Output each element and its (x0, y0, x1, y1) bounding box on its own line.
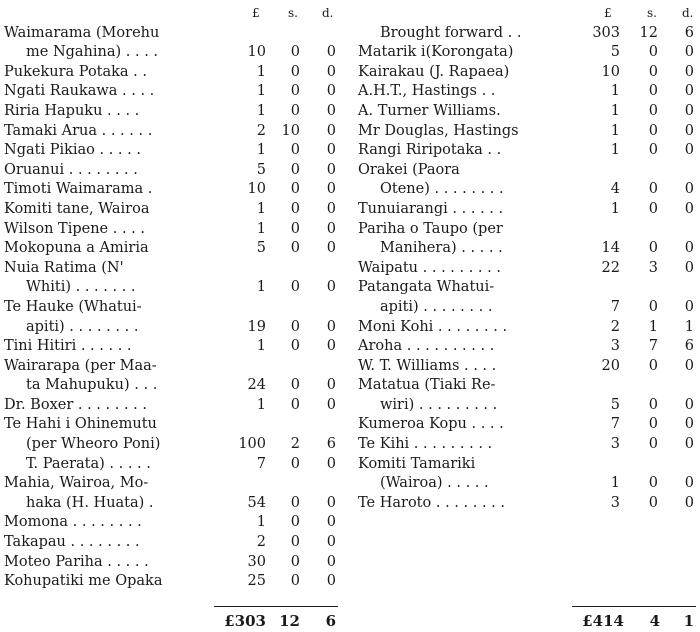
left-total-pence: 6 (325, 612, 336, 630)
shillings-value: 0 (290, 161, 300, 178)
subscription-row (358, 24, 698, 44)
subscription-row (4, 63, 340, 83)
subscription-row (358, 220, 698, 240)
donor-name: Ngati Pikiao . . . . . (4, 142, 141, 159)
pounds-value: 14 (601, 240, 620, 257)
shillings-value: 0 (290, 553, 300, 570)
subscription-row (358, 200, 698, 220)
pence-value: 0 (326, 494, 336, 511)
right-total (572, 611, 696, 631)
shillings-value: 0 (290, 220, 300, 237)
subscription-row (4, 455, 340, 475)
donor-name: Tamaki Arua . . . . . . (4, 122, 153, 139)
subscription-row (4, 239, 340, 259)
subscription-row (4, 161, 340, 181)
pence-value: 0 (326, 279, 336, 296)
shillings-value: 0 (290, 377, 300, 394)
pounds-value: 7 (610, 298, 620, 315)
pence-value: 1 (684, 318, 694, 335)
donor-name: Momona . . . . . . . . (4, 514, 142, 531)
donor-name: Ngati Raukawa . . . . (4, 83, 155, 100)
shillings-value: 0 (290, 514, 300, 531)
shillings-value: 0 (648, 494, 658, 511)
subscription-row (358, 435, 698, 455)
donor-name: Timoti Waimarama . (4, 181, 153, 198)
column-header (358, 4, 698, 24)
pounds-value: 5 (256, 161, 266, 178)
subscription-row (4, 318, 340, 338)
shillings-value: 0 (290, 318, 300, 335)
pence-value: 0 (326, 338, 336, 355)
pounds-value: 1 (256, 279, 266, 296)
pounds-value: 100 (238, 436, 266, 453)
pounds-value: 2 (256, 534, 266, 551)
shillings-value: 0 (290, 534, 300, 551)
donor-name: Te Kihi . . . . . . . . . (358, 436, 493, 453)
pence-value: 0 (684, 44, 694, 61)
pence-value: 0 (326, 514, 336, 531)
donor-name: Kairakau (J. Rapaea) (358, 63, 510, 80)
pence-value: 0 (326, 240, 336, 257)
shillings-value: 0 (648, 142, 658, 159)
donor-name: Matatua (Tiaki Re- (358, 377, 496, 394)
donor-name: Te Hahi i Ohinemutu (4, 416, 157, 433)
shillings-value: 0 (648, 436, 658, 453)
pence-value: 0 (326, 318, 336, 335)
shillings-value: 0 (648, 102, 658, 119)
subscription-row (358, 376, 698, 396)
donor-name: Moteo Pariha . . . . . (4, 553, 149, 570)
donor-name: (Wairoa) . . . . . (380, 475, 489, 492)
pence-value: 0 (684, 357, 694, 374)
shillings-value: 12 (639, 24, 658, 41)
pounds-value: 25 (247, 573, 266, 590)
subscription-row (358, 122, 698, 142)
subscription-row (4, 141, 340, 161)
pence-value: 0 (684, 142, 694, 159)
pence-value: 0 (326, 455, 336, 472)
shillings-value: 0 (648, 357, 658, 374)
donor-name: Matarik i(Korongata) (358, 44, 514, 61)
pounds-value: 1 (256, 396, 266, 413)
pounds-value: 1 (256, 200, 266, 217)
left-subscription-column (4, 4, 340, 592)
pound-header: £ (252, 6, 260, 20)
pence-header: d. (322, 6, 334, 20)
shillings-value: 0 (648, 122, 658, 139)
pounds-value: 1 (256, 63, 266, 80)
shillings-value: 0 (290, 240, 300, 257)
donor-name: Mahia, Wairoa, Mo- (4, 475, 149, 492)
pounds-value: 1 (610, 122, 620, 139)
pounds-value: 54 (247, 494, 266, 511)
shillings-value: 0 (648, 416, 658, 433)
donor-name: me Ngahina) . . . . (26, 44, 159, 61)
subscription-row (4, 494, 340, 514)
pounds-value: 1 (610, 200, 620, 217)
shillings-value: 0 (648, 475, 658, 492)
pounds-value: 5 (610, 44, 620, 61)
subscription-row (4, 435, 340, 455)
pounds-value: 1 (256, 142, 266, 159)
subscription-row (4, 376, 340, 396)
pounds-value: 3 (610, 494, 620, 511)
donor-name: Wilson Tipene . . . . (4, 220, 146, 237)
pence-value: 0 (326, 200, 336, 217)
shillings-value: 0 (290, 83, 300, 100)
subscription-row (358, 43, 698, 63)
shillings-value: 0 (290, 142, 300, 159)
pence-value: 0 (326, 63, 336, 80)
subscription-row (4, 259, 340, 279)
shillings-value: 0 (290, 44, 300, 61)
subscription-row (4, 43, 340, 63)
donor-name: Komiti Tamariki (358, 455, 476, 472)
shillings-value: 0 (290, 494, 300, 511)
shillings-value: 0 (648, 181, 658, 198)
pounds-value: 20 (601, 357, 620, 374)
pence-value: 0 (326, 142, 336, 159)
pence-value: 0 (684, 259, 694, 276)
subscription-row (358, 494, 698, 514)
pounds-value: 10 (247, 44, 266, 61)
pence-value: 6 (684, 338, 694, 355)
shillings-value: 0 (290, 63, 300, 80)
pounds-value: 19 (247, 318, 266, 335)
left-total-shillings: 12 (279, 612, 300, 630)
subscription-row (358, 415, 698, 435)
donor-name: apiti) . . . . . . . . (26, 318, 139, 335)
donor-name: Orakei (Paora (358, 161, 460, 178)
pence-value: 0 (326, 377, 336, 394)
donor-name: Patangata Whatui- (358, 279, 495, 296)
donor-name: Aroha . . . . . . . . . . (358, 338, 495, 355)
subscription-row (4, 474, 340, 494)
pence-value: 0 (326, 553, 336, 570)
subscription-row (4, 220, 340, 240)
subscription-row (358, 63, 698, 83)
pence-value: 0 (326, 573, 336, 590)
pence-value: 0 (684, 240, 694, 257)
donor-name: ta Mahupuku) . . . (26, 377, 158, 394)
pounds-value: 5 (610, 396, 620, 413)
pounds-value: 3 (610, 338, 620, 355)
subscription-row (358, 161, 698, 181)
subscription-row (358, 102, 698, 122)
pounds-value: 1 (610, 83, 620, 100)
column-header (4, 4, 340, 24)
shillings-value: 0 (290, 338, 300, 355)
pounds-value: 10 (601, 63, 620, 80)
subscription-row (358, 141, 698, 161)
donor-name: haka (H. Huata) . (26, 494, 154, 511)
pounds-value: 30 (247, 553, 266, 570)
pence-value: 0 (326, 220, 336, 237)
subscription-row (358, 278, 698, 298)
pounds-value: 1 (256, 220, 266, 237)
pence-value: 0 (684, 83, 694, 100)
donor-name: Nuia Ratima (N' (4, 259, 124, 276)
pounds-value: 3 (610, 436, 620, 453)
left-total-rule (214, 606, 338, 607)
donor-name: W. T. Williams . . . . (358, 357, 497, 374)
subscription-row (4, 337, 340, 357)
shillings-value: 0 (648, 200, 658, 217)
pence-value: 0 (684, 494, 694, 511)
pence-value: 0 (326, 534, 336, 551)
left-total (214, 611, 338, 631)
subscription-row (358, 357, 698, 377)
right-total-rule (572, 606, 696, 607)
pounds-value: 7 (610, 416, 620, 433)
donor-name: Kumeroa Kopu . . . . (358, 416, 504, 433)
subscription-row (358, 180, 698, 200)
subscription-row (4, 180, 340, 200)
pence-value: 0 (684, 63, 694, 80)
pounds-value: 303 (592, 24, 620, 41)
shillings-value: 0 (290, 573, 300, 590)
shillings-value: 0 (290, 200, 300, 217)
subscription-row (358, 396, 698, 416)
donor-name: A.H.T., Hastings . . (358, 83, 496, 100)
shillings-value: 3 (648, 259, 658, 276)
pounds-value: 1 (256, 338, 266, 355)
shillings-value: 0 (290, 181, 300, 198)
pound-header: £ (604, 6, 612, 20)
right-subscription-column (358, 4, 698, 513)
pounds-value: 1 (610, 102, 620, 119)
pence-value: 0 (684, 416, 694, 433)
subscription-row (358, 259, 698, 279)
donor-name: Otene) . . . . . . . . (380, 181, 504, 198)
shillings-value: 0 (290, 102, 300, 119)
subscription-row (358, 82, 698, 102)
pence-value: 0 (684, 181, 694, 198)
shillings-value: 10 (281, 122, 300, 139)
pounds-value: 2 (610, 318, 620, 335)
pence-value: 0 (684, 436, 694, 453)
shillings-value: 0 (648, 396, 658, 413)
subscription-row (358, 318, 698, 338)
pounds-value: 1 (256, 83, 266, 100)
donor-name: Waimarama (Morehu (4, 24, 160, 41)
donor-name: Moni Kohi . . . . . . . . (358, 318, 508, 335)
donor-name: Wairarapa (per Maa- (4, 357, 157, 374)
pounds-value: 24 (247, 377, 266, 394)
subscription-row (4, 533, 340, 553)
donor-name: Tunuiarangi . . . . . . (358, 200, 504, 217)
subscription-row (4, 82, 340, 102)
pence-value: 0 (684, 200, 694, 217)
donor-name: Brought forward . . (380, 24, 522, 41)
pence-value: 0 (326, 44, 336, 61)
subscription-row (4, 415, 340, 435)
pounds-value: 1 (256, 102, 266, 119)
donor-name: Whiti) . . . . . . . (26, 279, 136, 296)
subscription-row (358, 337, 698, 357)
pence-value: 0 (326, 181, 336, 198)
pence-value: 0 (684, 122, 694, 139)
pence-value: 6 (326, 436, 336, 453)
pence-header: d. (682, 6, 694, 20)
shillings-value: 0 (648, 63, 658, 80)
shillings-value: 0 (648, 44, 658, 61)
shillings-value: 0 (290, 396, 300, 413)
pence-value: 0 (684, 396, 694, 413)
donor-name: Te Haroto . . . . . . . . (358, 494, 505, 511)
shilling-header: s. (288, 6, 298, 20)
pence-value: 0 (684, 102, 694, 119)
donor-name: Takapau . . . . . . . . (4, 534, 140, 551)
pounds-value: 5 (256, 240, 266, 257)
donor-name: Te Hauke (Whatui- (4, 298, 142, 315)
shillings-value: 7 (648, 338, 658, 355)
pounds-value: 22 (601, 259, 620, 276)
right-total-shillings: 4 (649, 612, 660, 630)
donor-name: Mr Douglas, Hastings (358, 122, 519, 139)
shillings-value: 1 (648, 318, 658, 335)
pence-value: 0 (684, 475, 694, 492)
subscription-row (4, 102, 340, 122)
shillings-value: 2 (290, 436, 300, 453)
donor-name: Waipatu . . . . . . . . . (358, 259, 501, 276)
subscription-row (4, 357, 340, 377)
pence-value: 0 (326, 161, 336, 178)
pence-value: 6 (684, 24, 694, 41)
donor-name: T. Paerata) . . . . . (26, 455, 151, 472)
pounds-value: 2 (256, 122, 266, 139)
donor-name: Komiti tane, Wairoa (4, 200, 150, 217)
pounds-value: 4 (610, 181, 620, 198)
donor-name: Riria Hapuku . . . . (4, 102, 140, 119)
pounds-value: 1 (610, 142, 620, 159)
subscription-row (4, 572, 340, 592)
subscription-row (4, 553, 340, 573)
right-total-pence: 1 (683, 612, 694, 630)
subscription-row (4, 122, 340, 142)
donor-name: Dr. Boxer . . . . . . . . (4, 396, 148, 413)
shillings-value: 0 (648, 298, 658, 315)
subscription-row (358, 455, 698, 475)
pounds-value: 1 (610, 475, 620, 492)
pence-value: 0 (326, 122, 336, 139)
pence-value: 0 (326, 83, 336, 100)
subscription-row (4, 513, 340, 533)
subscription-row (358, 474, 698, 494)
donor-name: Rangi Riripotaka . . (358, 142, 502, 159)
donor-name: wiri) . . . . . . . . . (380, 396, 498, 413)
shillings-value: 0 (290, 279, 300, 296)
subscription-row (4, 298, 340, 318)
subscription-row (358, 239, 698, 259)
donor-name: Mokopuna a Amiria (4, 240, 149, 257)
shillings-value: 0 (648, 83, 658, 100)
subscription-row (4, 200, 340, 220)
donor-name: apiti) . . . . . . . . (380, 298, 493, 315)
subscription-row (4, 278, 340, 298)
donor-name: Pukekura Potaka . . (4, 63, 148, 80)
pounds-value: 7 (256, 455, 266, 472)
pounds-value: 1 (256, 514, 266, 531)
donor-name: Kohupatiki me Opaka (4, 573, 163, 590)
donor-name: Oruanui . . . . . . . . (4, 161, 138, 178)
donor-name: Tini Hitiri . . . . . . (4, 338, 132, 355)
donor-name: A. Turner Williams. (358, 102, 501, 119)
donor-name: Manihera) . . . . . (380, 240, 503, 257)
pounds-value: 10 (247, 181, 266, 198)
donor-name: (per Wheoro Poni) (26, 436, 161, 453)
right-total-pounds: £414 (582, 612, 624, 630)
subscription-row (4, 396, 340, 416)
pence-value: 0 (326, 102, 336, 119)
pence-value: 0 (684, 298, 694, 315)
subscription-row (4, 24, 340, 44)
pence-value: 0 (326, 396, 336, 413)
shilling-header: s. (647, 6, 657, 20)
shillings-value: 0 (648, 240, 658, 257)
shillings-value: 0 (290, 455, 300, 472)
left-total-pounds: £303 (224, 612, 266, 630)
subscription-row (358, 298, 698, 318)
donor-name: Pariha o Taupo (per (358, 220, 503, 237)
